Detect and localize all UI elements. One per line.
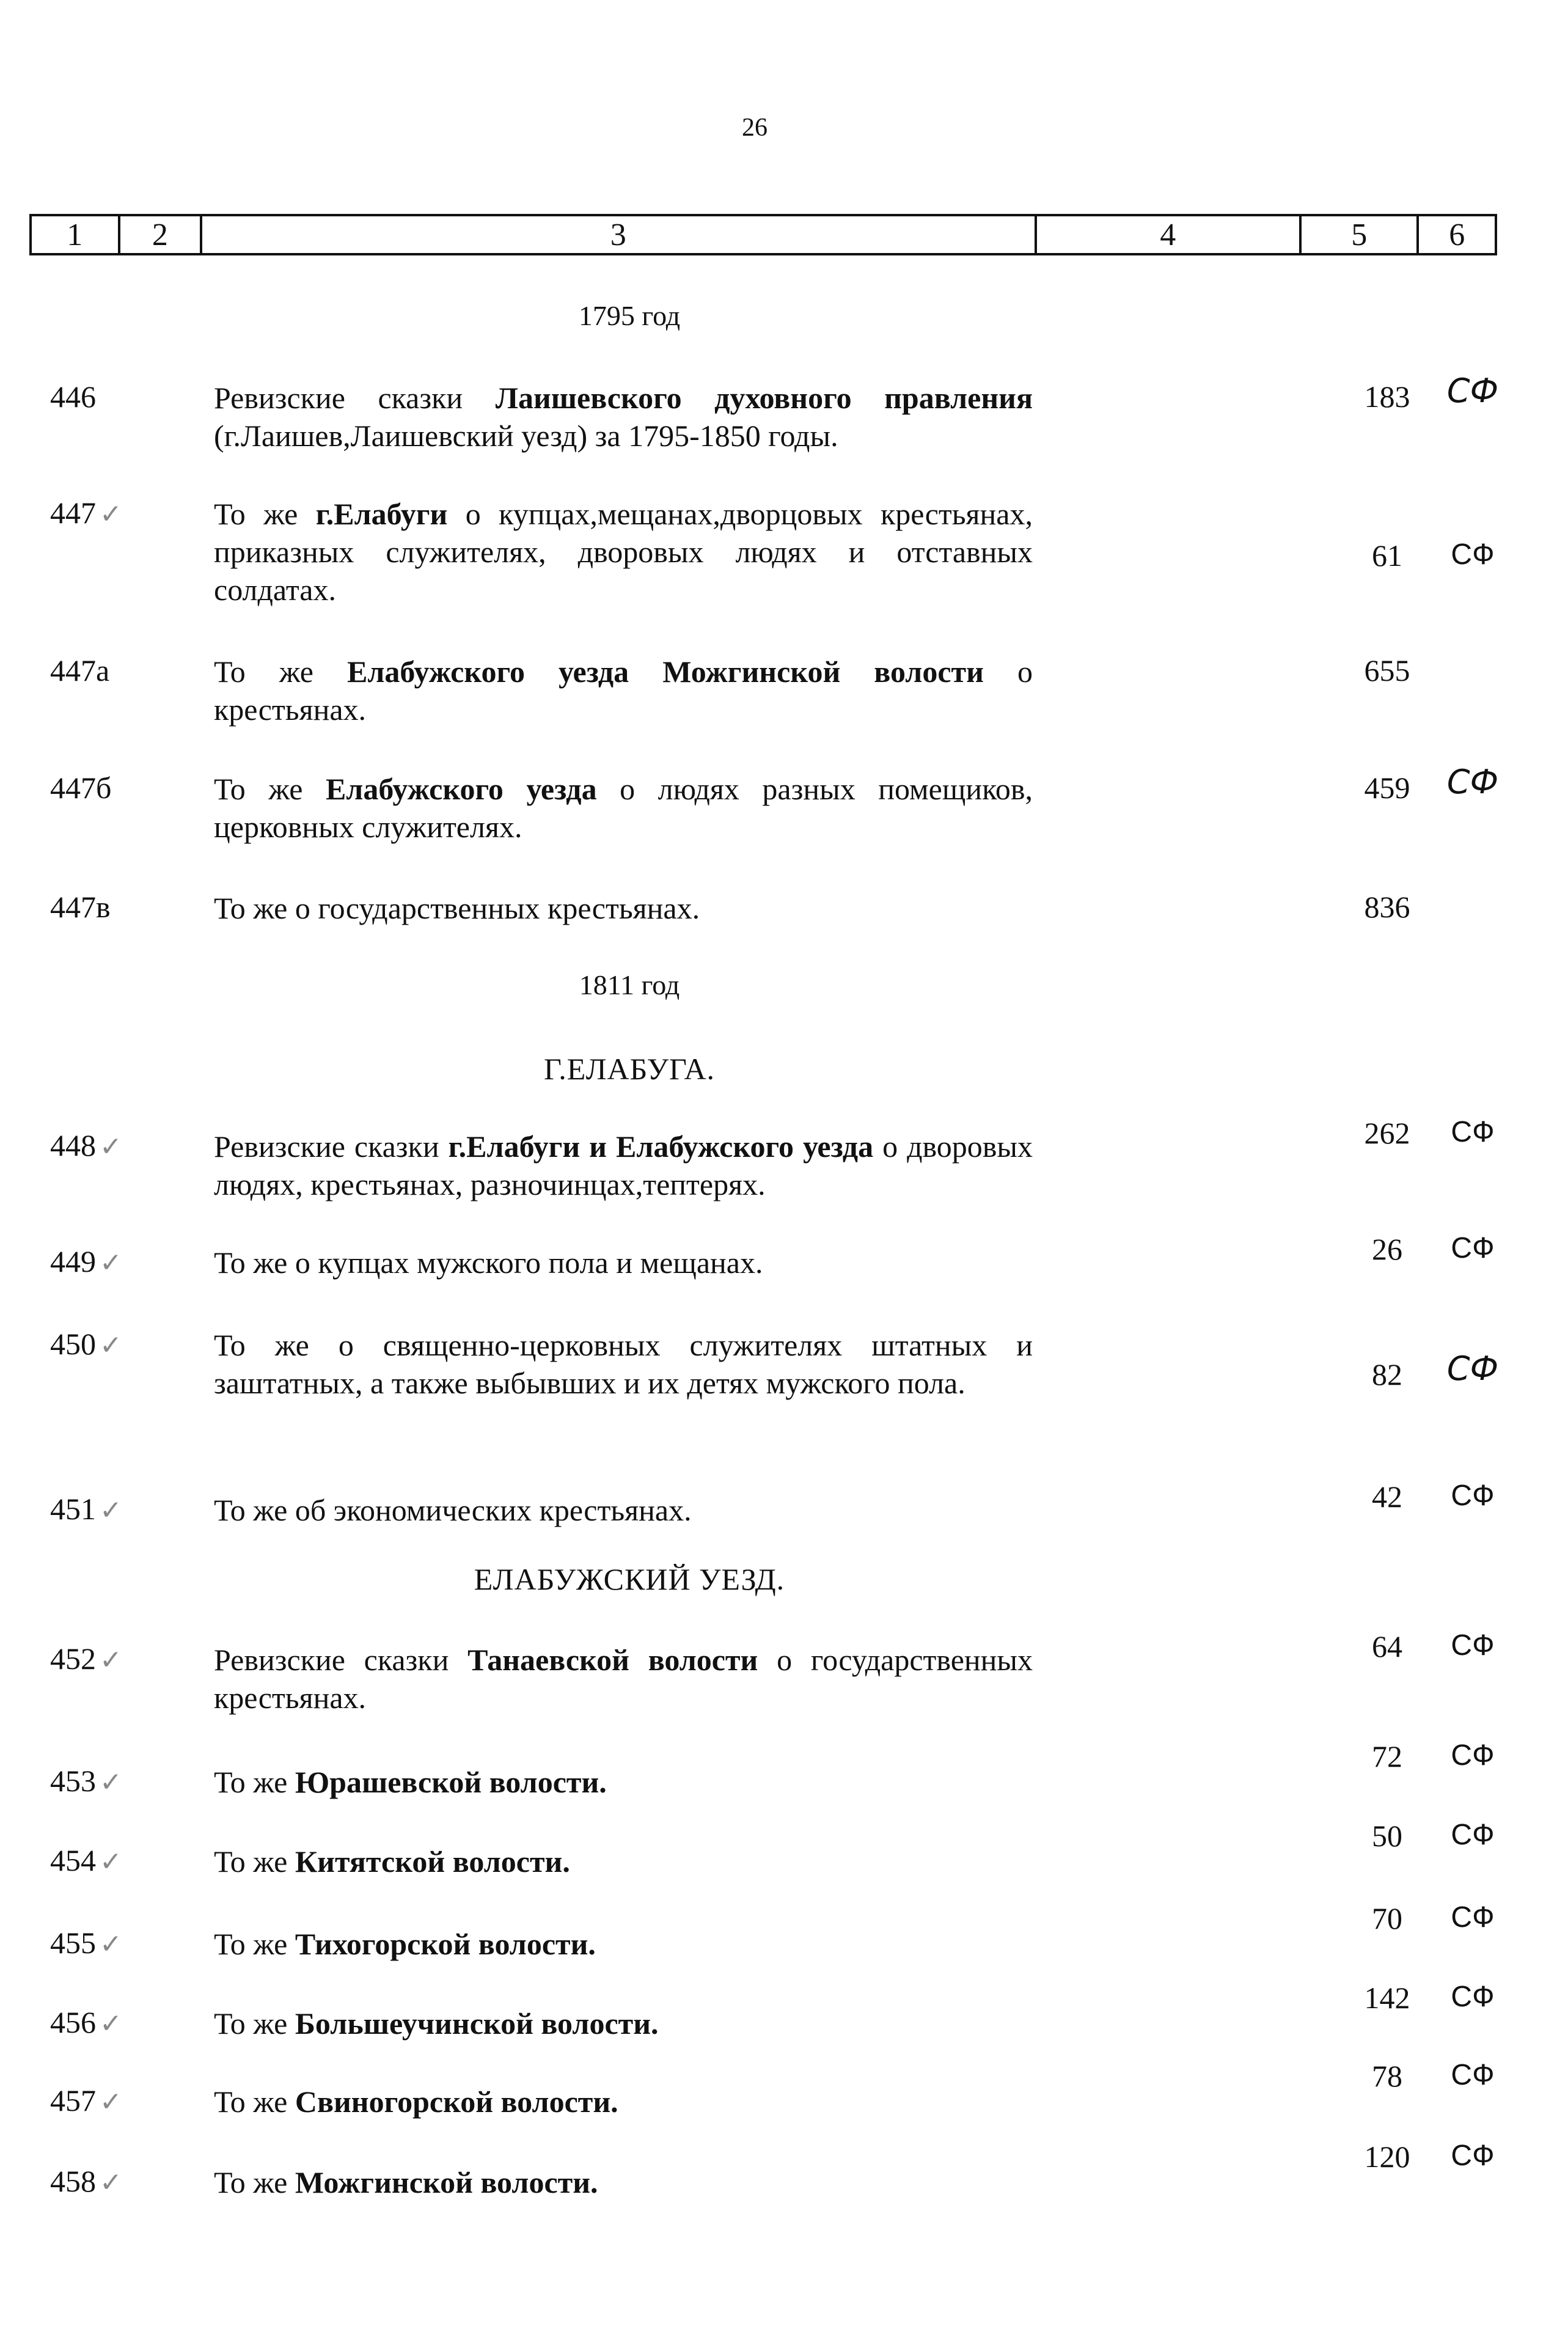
- entry-description-bold: г.Елабуги: [315, 497, 448, 531]
- checkmark-icon: ✓: [100, 1645, 122, 1676]
- entry-number-text: 448: [50, 1128, 96, 1162]
- entry-count: 26: [1372, 1232, 1402, 1266]
- entry-description-text: Ревизские сказки: [214, 381, 496, 415]
- entry-description-text: То же: [214, 1927, 295, 1961]
- entry-description-text: То же: [214, 1844, 295, 1879]
- entry-description: [214, 653, 1033, 728]
- entry-count: 142: [1364, 1981, 1410, 2015]
- entry-description-bold: Юрашевской волости.: [295, 1765, 607, 1799]
- entry-description-text: То же о священно-церковных служителях штатных и заштатных, а также выбывших и их детях мужского пола.: [214, 1328, 1033, 1400]
- entry-number-text: 456: [50, 2005, 96, 2039]
- entry-number: [50, 1244, 122, 1279]
- entry-description: [214, 379, 1033, 455]
- column-header-6: 6: [1449, 217, 1465, 252]
- entry-number: [50, 770, 111, 805]
- entry-description: [214, 1128, 1033, 1203]
- entry-description: [214, 1641, 1033, 1717]
- entry-description-text: о крестьянах.: [214, 655, 1033, 727]
- entry-description-bold: Свиногорской волости.: [295, 2085, 618, 2119]
- entry-count: 61: [1372, 538, 1402, 573]
- checkmark-icon: ✓: [100, 1767, 122, 1798]
- column-header-row: [29, 214, 1497, 255]
- column-header-2: 2: [120, 216, 203, 253]
- entry-number-text: 447б: [50, 771, 112, 805]
- entry-number-text: 457: [50, 2083, 96, 2118]
- entry-description-text: То же: [214, 2085, 295, 2119]
- column-header-3: 3: [202, 216, 1036, 253]
- entry-number-text: 447в: [50, 890, 111, 924]
- entry-number-text: 447а: [50, 653, 110, 688]
- checkmark-icon: ✓: [100, 1131, 122, 1162]
- entry-number-text: 453: [50, 1764, 96, 1798]
- entry-description: [214, 1244, 1033, 1282]
- entry-fund-code: СФ: [1451, 1739, 1495, 1772]
- entry-count: 78: [1372, 2059, 1402, 2093]
- checkmark-icon: ✓: [100, 2086, 122, 2118]
- entry-fund-code: СФ: [1451, 1480, 1495, 1512]
- entry-description-text: о дворовых людях, крестьянах, разночинцах,тептерях.: [214, 1129, 1033, 1201]
- entry-description: [214, 1326, 1033, 1402]
- entry-number: [50, 1128, 122, 1163]
- entry-description: [214, 1843, 1033, 1880]
- entry-description-bold: Танаевской волости: [467, 1643, 758, 1677]
- entry-count: 836: [1364, 890, 1410, 924]
- entry-description-text: То же: [214, 772, 326, 806]
- entry-count: 459: [1364, 771, 1410, 805]
- entry-description-text: Ревизские сказки: [214, 1643, 468, 1677]
- entry-number: [50, 1843, 122, 1878]
- entry-count: 50: [1372, 1819, 1402, 1853]
- entry-number: [50, 1641, 122, 1676]
- entry-number-text: 449: [50, 1244, 96, 1278]
- entry-fund-code: СФ: [1451, 538, 1495, 571]
- entry-description: [214, 889, 1033, 927]
- checkmark-icon: ✓: [100, 2167, 122, 2198]
- checkmark-icon: ✓: [100, 1929, 122, 1960]
- entry-number: [50, 2004, 122, 2040]
- entry-fund-code: СФ: [1451, 1629, 1495, 1662]
- entry-description-bold: Можгинской волости.: [295, 2165, 598, 2199]
- entry-description-bold: г.Елабуги и Елабужского уезда: [448, 1129, 874, 1164]
- entry-description: [214, 495, 1033, 609]
- entry-number: [50, 2163, 122, 2199]
- section-year-1811: 1811 год: [579, 969, 680, 1000]
- entry-fund-code: СФ: [1451, 1232, 1495, 1264]
- entry-number-text: 452: [50, 1641, 96, 1676]
- entry-description: [214, 2004, 1033, 2042]
- entry-description-bold: Большеучинской волости.: [295, 2006, 659, 2041]
- checkmark-icon: ✓: [100, 499, 122, 530]
- entry-fund-code: СФ: [1446, 372, 1499, 410]
- entry-number-text: 455: [50, 1926, 96, 1960]
- entry-number-text: 451: [50, 1492, 96, 1526]
- entry-description-bold: Елабужского уезда: [325, 772, 597, 806]
- entry-number-text: 450: [50, 1327, 96, 1361]
- entry-description-bold: Китятской волости.: [295, 1844, 570, 1879]
- entry-number-text: 458: [50, 2164, 96, 2198]
- entry-description-text: То же об экономических крестьянах.: [214, 1493, 692, 1527]
- entry-description-bold: Лаишевского духовного правления: [495, 381, 1033, 415]
- entry-description-text: о людях разных помещиков, церковных служителях.: [214, 772, 1033, 844]
- entry-description-text: (г.Лаишев,Лаишевский уезд) за 1795-1850 годы.: [214, 419, 838, 453]
- page-number: 26: [742, 114, 768, 142]
- entry-count: 72: [1372, 1739, 1402, 1773]
- entry-description-text: То же: [214, 2165, 295, 2199]
- entry-description: [214, 770, 1033, 846]
- entry-description: [214, 1763, 1033, 1801]
- entry-description-text: То же о государственных крестьянах.: [214, 891, 700, 925]
- entry-description: [214, 1491, 1033, 1529]
- entry-fund-code: СФ: [1451, 2059, 1495, 2091]
- entry-number: [50, 1491, 122, 1527]
- entry-description-bold: Елабужского уезда Можгинской волости: [346, 655, 984, 689]
- entry-number: [50, 1326, 122, 1362]
- column-header-1: 1: [32, 216, 120, 253]
- entry-description: [214, 1925, 1033, 1963]
- entry-description-text: То же: [214, 497, 316, 531]
- entry-number: [50, 1925, 122, 1960]
- entry-description-text: То же о купцах мужского пола и мещанах.: [214, 1245, 763, 1280]
- entry-count: 120: [1364, 2140, 1410, 2174]
- column-header-4: 4: [1037, 216, 1302, 253]
- entry-count: 262: [1364, 1116, 1410, 1150]
- entry-count: 183: [1364, 380, 1410, 414]
- checkmark-icon: ✓: [100, 1330, 122, 1361]
- entry-count: 64: [1372, 1629, 1402, 1663]
- entry-fund-code: СФ: [1446, 763, 1499, 801]
- checkmark-icon: ✓: [100, 1247, 122, 1278]
- entry-description-bold: Тихогорской волости.: [295, 1927, 596, 1961]
- entry-number-text: 447: [50, 496, 96, 530]
- entry-fund-code: СФ: [1451, 1116, 1495, 1148]
- entry-count: 42: [1372, 1480, 1402, 1514]
- entry-description-text: То же: [214, 655, 347, 689]
- entry-number: [50, 653, 109, 688]
- entry-description: [214, 2163, 1033, 2201]
- section-year-1795: 1795 год: [578, 300, 681, 331]
- entry-number: [50, 379, 96, 414]
- entry-number-text: 446: [50, 380, 96, 414]
- entry-number: [50, 2083, 122, 2118]
- entry-number: [50, 1763, 122, 1799]
- entry-count: 655: [1364, 653, 1410, 688]
- entry-fund-code: СФ: [1451, 2140, 1495, 2172]
- entry-description-text: о государственных крестьянах.: [214, 1643, 1033, 1715]
- section-city-elabuga: Г.ЕЛАБУГА.: [543, 1052, 716, 1086]
- entry-fund-code: СФ: [1451, 1819, 1495, 1851]
- column-header-5: 5: [1302, 216, 1419, 253]
- checkmark-icon: ✓: [100, 1495, 122, 1526]
- entry-description: [214, 2083, 1033, 2121]
- checkmark-icon: ✓: [100, 1846, 122, 1877]
- entry-description-text: Ревизские сказки: [214, 1129, 449, 1164]
- entry-fund-code: СФ: [1446, 1349, 1499, 1388]
- entry-number: [50, 889, 111, 925]
- entry-number-text: 454: [50, 1843, 96, 1877]
- entry-fund-code: СФ: [1451, 1981, 1495, 2013]
- entry-description-text: о купцах,мещанах,дворцовых крестьянах, приказных служителях, дворовых людях и отставных солдатах.: [214, 497, 1033, 607]
- entry-number: [50, 495, 122, 530]
- entry-fund-code: СФ: [1451, 1901, 1495, 1934]
- entry-count: 70: [1372, 1901, 1402, 1935]
- entry-description-text: То же: [214, 2006, 295, 2041]
- entry-description-text: То же: [214, 1765, 295, 1799]
- checkmark-icon: ✓: [100, 2008, 122, 2039]
- entry-count: 82: [1372, 1357, 1402, 1392]
- section-elabuga-uezd: ЕЛАБУЖСКИЙ УЕЗД.: [474, 1562, 785, 1596]
